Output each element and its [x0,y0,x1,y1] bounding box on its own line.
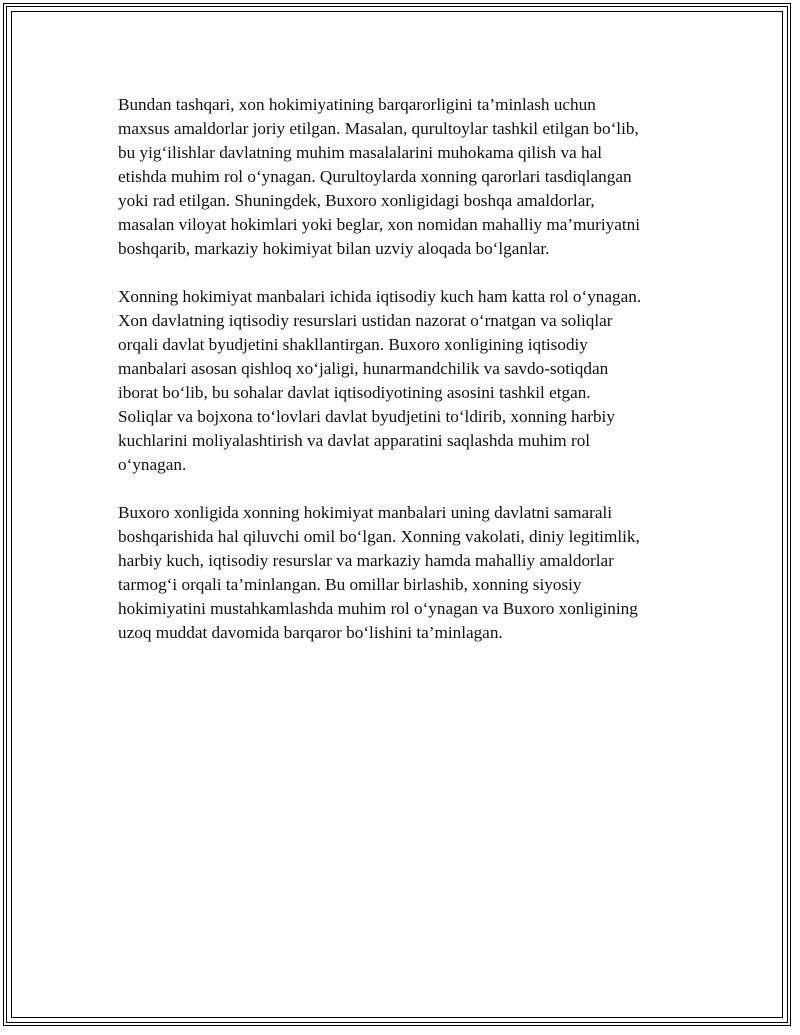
paragraph-1: Bundan tashqari, xon hokimiyatining barqarorligini ta’minlash uchun maxsus amaldorlar joriy etilgan. Masalan, qurultoylar tashkil etilgan bo‘lib, bu yig‘ilishlar davlatning muhim masalalarini muhokama qilish va hal etishda muhim rol o‘ynagan. Qurultoylarda xonning qarorlari tasdiqlangan yoki rad etilgan. Shuningdek, Buxoro xonligidagi boshqa amaldorlar, masalan viloyat hokimlari yoki beglar, xon nomidan mahalliy ma’muriyatni boshqarib, markaziy hokimiyat bilan uzviy aloqada bo‘lganlar. [118,95,640,258]
paragraph-3: Buxoro xonligida xonning hokimiyat manbalari uning davlatni samarali boshqarishida hal qiluvchi omil bo‘lgan. Xonning vakolati, diniy legitimlik, harbiy kuch, iqtisodiy resurslar va markaziy hamda mahalliy amaldorlar tarmog‘i orqali ta’minlangan. Bu omillar birlashib, xonning siyosiy hokimiyatini mustahkamlashda muhim rol o‘ynagan va Buxoro xonligining uzoq muddat davomida barqaror bo‘lishini ta’minlagan. [118,503,640,642]
document-body [118,93,684,669]
paragraph-2: Xonning hokimiyat manbalari ichida iqtisodiy kuch ham katta rol o‘ynagan. Xon davlatning iqtisodiy resurslari ustidan nazorat o‘rnatgan va soliqlar orqali davlat byudjetini shakllantirgan. Buxoro xonligining iqtisodiy manbalari asosan qishloq xo‘jaligi, hunarmandchilik va savdo-sotiqdan iborat bo‘lib, bu sohalar davlat iqtisodiyotining asosini tashkil etgan. Soliqlar va bojxona to‘lovlari davlat byudjetini to‘ldirib, xonning harbiy kuchlarini moliyalashtirish va davlat apparatini saqlashda muhim rol o‘ynagan. [118,287,642,474]
